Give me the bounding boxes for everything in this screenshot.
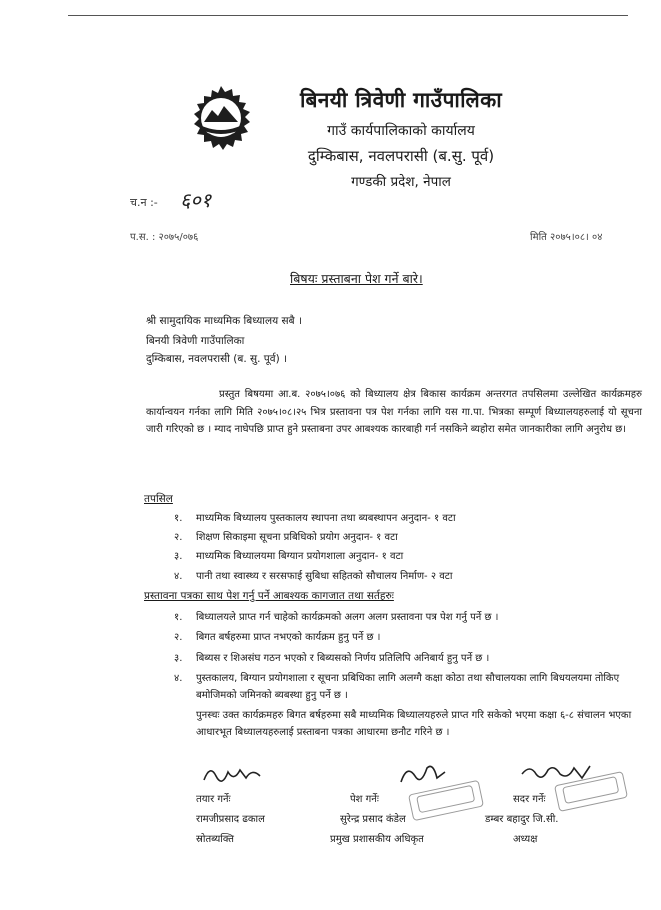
list-item: माध्यमिक बिध्यालयमा बिग्यान प्रयोगशाला अनुदान- १ वटा xyxy=(196,551,404,562)
list-item-number: १. xyxy=(174,612,183,623)
ps-number: प.स. : २०७५/०७६ xyxy=(130,232,199,243)
list-item: पानी तथा स्वास्थ्य र सरसफाई सुबिधा सहितको सौचालय निर्माण- २ वटा xyxy=(196,571,453,582)
list-item: बिगत बर्षहरुमा प्राप्त नभएको कार्यक्रम हुनु पर्ने छ । xyxy=(196,632,381,643)
list-item-number: १. xyxy=(174,513,183,524)
list-item-number: २. xyxy=(174,532,183,543)
org-name: बिनयी त्रिवेणी गाउँपालिका xyxy=(300,88,502,112)
cha-label: च.न :- xyxy=(130,196,158,209)
body-paragraph: प्रस्तुत बिषयमा आ.ब. २०७५।०७६ को बिध्यालय क्षेत्र बिकास कार्यक्रम अन्तरगत तपसिलमा उल्लेखित कार्यक्रमहरु कार्यान्वयन गर्नका लागि मिति २०७५।०८।२५ भित्र प्रस्तावना पत्र पेश गर्नका लागि यस गा.पा. भित्रका सम्पूर्ण बिध्यालयहरुलाई यो सूचना जारी गरिएको छ । म्याद नाघेपछि प्राप्त हुने प्रस्ताबना उपर आबश्यक कारबाही गर्न नसकिने ब्यहोरा समेत जानकारीका लागि अनुरोध छ। xyxy=(146,389,642,435)
list-item-number: ४. xyxy=(174,571,183,582)
list-item: माध्यमिक बिध्यालय पुस्तकालय स्थापना तथा ब्यबस्थापन अनुदान- १ वटा xyxy=(196,513,456,524)
cha-number: ६०१ xyxy=(180,188,212,212)
letter-date: मिति २०७५।०८। ०४ xyxy=(530,232,603,243)
signature-role: पेश गर्नेः xyxy=(350,794,379,805)
office-place: दुम्किबास, नवलपरासी (ब.सु. पूर्व) xyxy=(307,147,495,165)
signature-role: तयार गर्नेः xyxy=(196,794,231,805)
conditions-heading: प्रस्तावना पत्रका साथ पेश गर्नु पर्ने आबश्यक कागजात तथा सर्तहरुः xyxy=(144,590,394,602)
list-item-number: ३. xyxy=(174,551,183,562)
signature-name: सुरेन्द्र प्रसाद कंडेल xyxy=(340,814,406,825)
list-item: बिब्यस र शिअसंघ गठन भएको र बिब्यसको निर्णय प्रतिलिपि अनिबार्य हुनु पर्ने छ । xyxy=(196,653,490,664)
tapsil-heading: तपसिल xyxy=(144,493,173,505)
list-item-number: ३. xyxy=(174,653,183,664)
subject-line: बिषयः प्रस्ताबना पेश गर्ने बारे। xyxy=(290,271,423,286)
addressee-line: दुम्किबास, नवलपरासी (ब. सु. पूर्व) । xyxy=(146,353,287,365)
list-item: शिक्षण सिकाइमा सूचना प्रबिधिको प्रयोग अनुदान- १ वटा xyxy=(196,532,398,543)
list-item-number: २. xyxy=(174,632,183,643)
office-name: गाउँ कार्यपालिकाको कार्यालय xyxy=(327,123,475,139)
signature-title: अध्यक्ष xyxy=(513,834,538,845)
top-rule xyxy=(68,15,628,16)
signature-name: रामजीप्रसाद ढकाल xyxy=(196,814,265,825)
signature-name: डम्बर बहादुर जि.सी. xyxy=(485,814,559,825)
note-paragraph: पुनस्चः उक्त कार्यक्रमहरु बिगत बर्षहरुमा सबै माध्यमिक बिध्यालयहरुले प्राप्त गरि सकेको भएमा कक्षा ६-८ संचालन भएका आधारभूत बिध्यालयहरुलाई प्रस्ताबना पत्रका आधारमा छनौट गरिने छ । xyxy=(196,710,632,738)
signature-icon xyxy=(200,762,270,788)
signature-title: प्रमुख प्रशासकीय अधिकृत xyxy=(330,834,424,845)
list-item: पुस्तकालय, बिग्यान प्रयोगशाला र सूचना प्रबिधिका लागि अलग्गै कक्षा कोठा तथा सौचालयका लागि बिधयलयमा तोकिए बमोजिमको जमिनको ब्यबस्था हुनु पर्ने छ । xyxy=(196,673,620,701)
list-item: बिध्यालयले प्राप्त गर्न चाहेको कार्यक्रमको अलग अलग प्रस्तावना पत्र पेश गर्नु पर्ने छ । xyxy=(196,612,499,623)
signature-role: सदर गर्नेः xyxy=(513,794,546,805)
list-item-number: ४. xyxy=(174,673,183,684)
province-name: गण्डकी प्रदेश, नेपाल xyxy=(351,174,451,190)
signature-title: स्रोतब्यक्ति xyxy=(196,834,234,845)
addressee-line: श्री सामुदायिक माध्यमिक बिध्यालय सबै । xyxy=(146,315,302,327)
addressee-line: बिनयी त्रिवेणी गाउँपालिका xyxy=(146,335,245,347)
